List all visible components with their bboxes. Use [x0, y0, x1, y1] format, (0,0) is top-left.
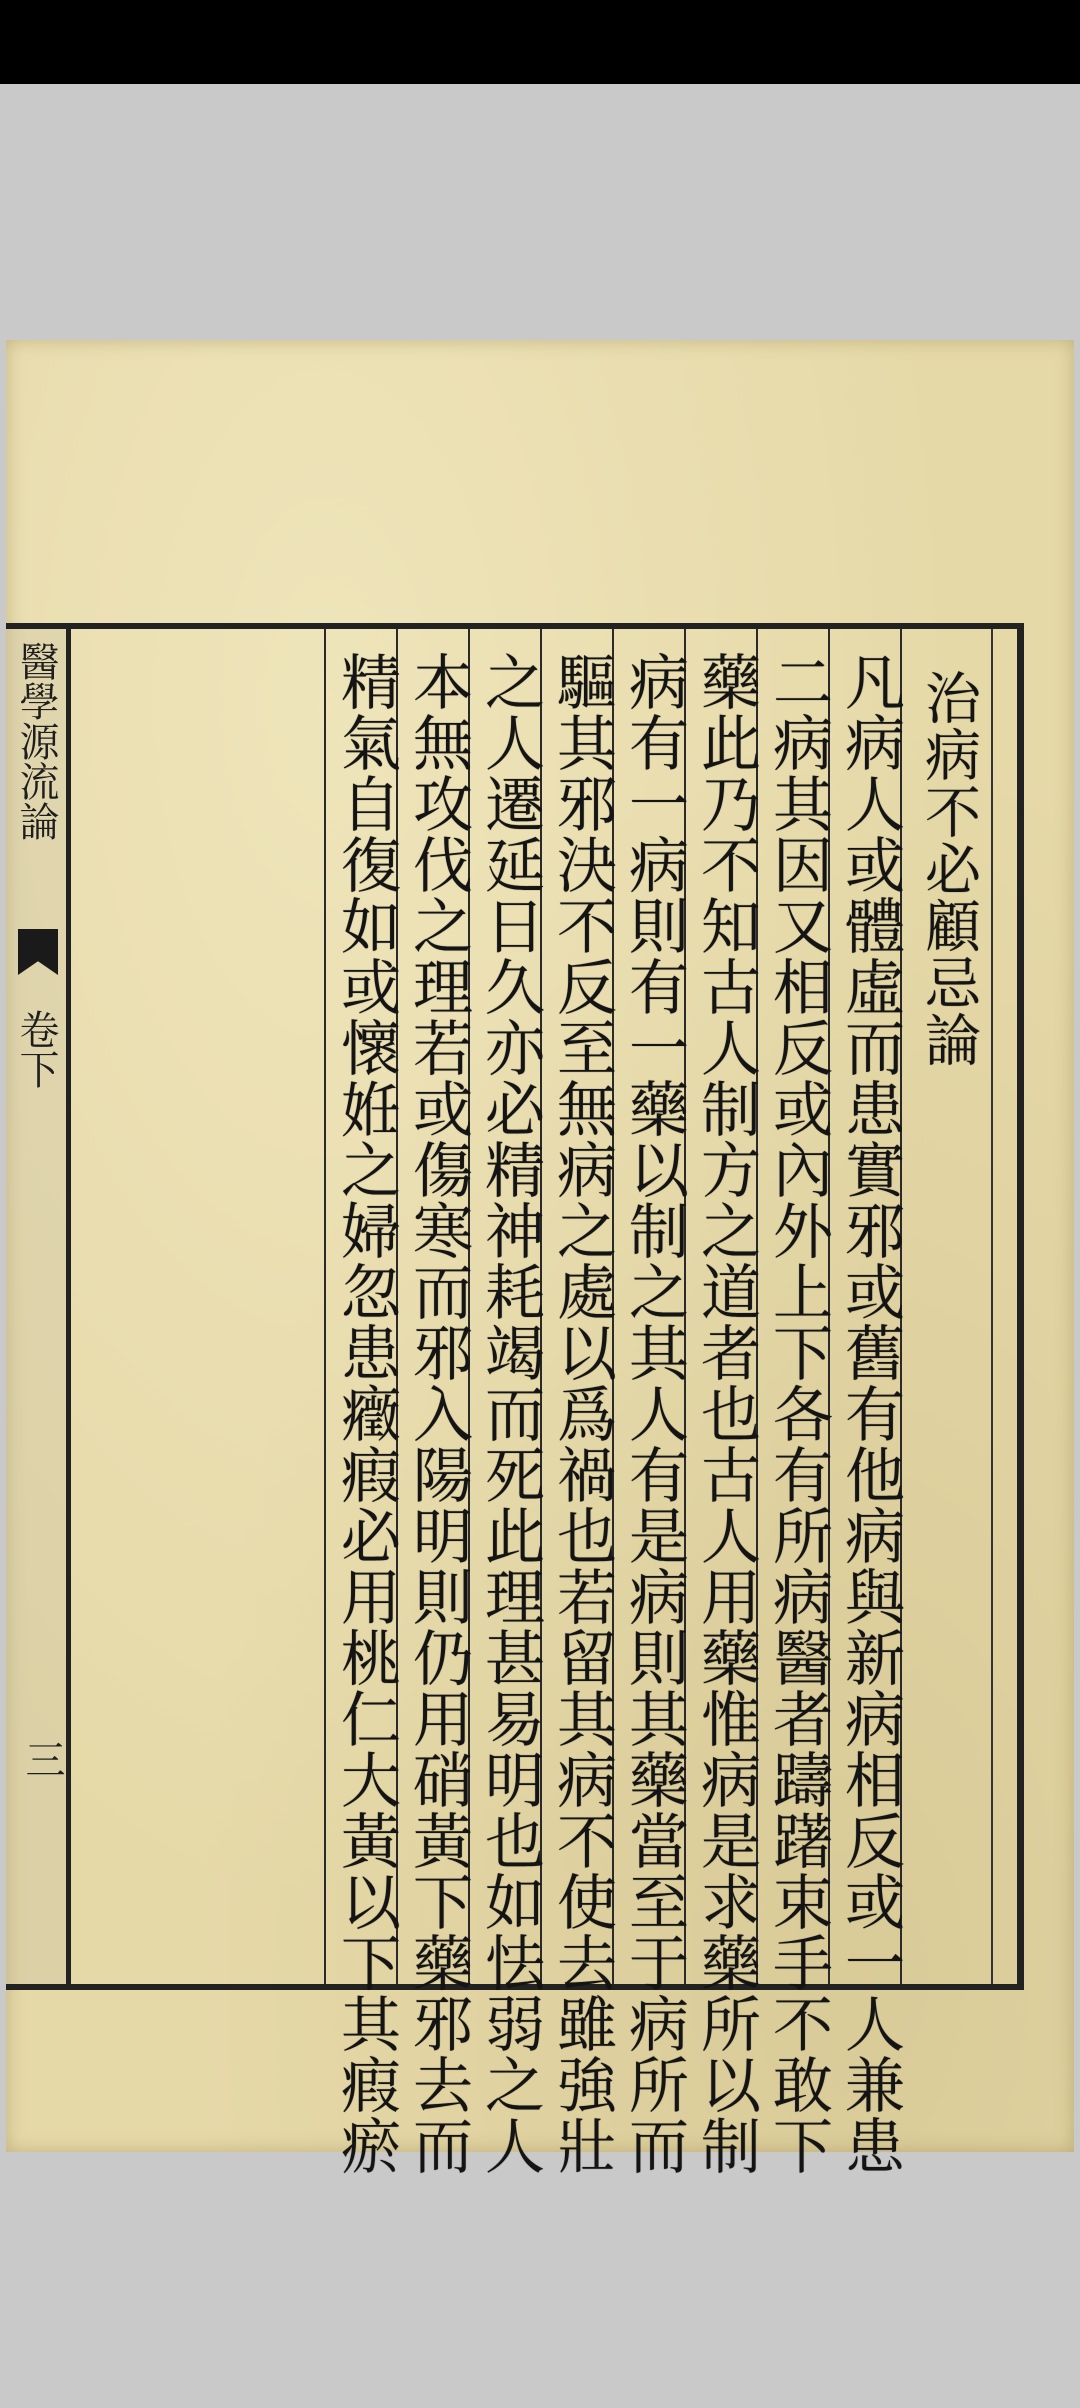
frame-inner-rule	[991, 629, 993, 1984]
margin-page-number: 三	[19, 1739, 65, 1779]
text-column-1: 凡病人或體虛而患實邪或舊有他病與新病相反或一人兼患	[835, 651, 905, 2176]
text-column-7: 本無攻伐之理若或傷寒而邪入陽明則仍用硝黃下藥邪去而	[403, 651, 473, 2176]
text-column-5: 驅其邪決不反至無病之處以爲禍也若留其病不使去雖強壯	[547, 651, 617, 2176]
margin-volume: 卷下	[13, 1009, 59, 1089]
text-column-3: 藥此乃不知古人制方之道者也古人用藥惟病是求藥所以制	[691, 651, 761, 2176]
column-divider	[324, 629, 326, 1984]
essay-title: 治病不必顧忌論	[916, 669, 981, 1068]
text-column-6: 之人遷延日久亦必精神耗竭而死此理甚易明也如怯弱之人	[475, 651, 545, 2176]
block-margin-column	[6, 629, 71, 1984]
text-column-8: 精氣自復如或懷姙之婦忽患癥瘕必用桃仁大黃以下其瘕瘀	[331, 651, 401, 2176]
text-column-2: 二病其因又相反或內外上下各有所病醫者躊躇束手不敢下	[763, 651, 833, 2176]
fish-tail-mark-icon	[18, 929, 58, 975]
text-column-4: 病有一病則有一藥以制之其人有是病則其藥當至于病所而	[619, 651, 689, 2176]
text-frame	[6, 623, 1024, 2176]
margin-book-title: 醫學源流論	[13, 641, 59, 841]
book-page-image	[6, 340, 1074, 2176]
